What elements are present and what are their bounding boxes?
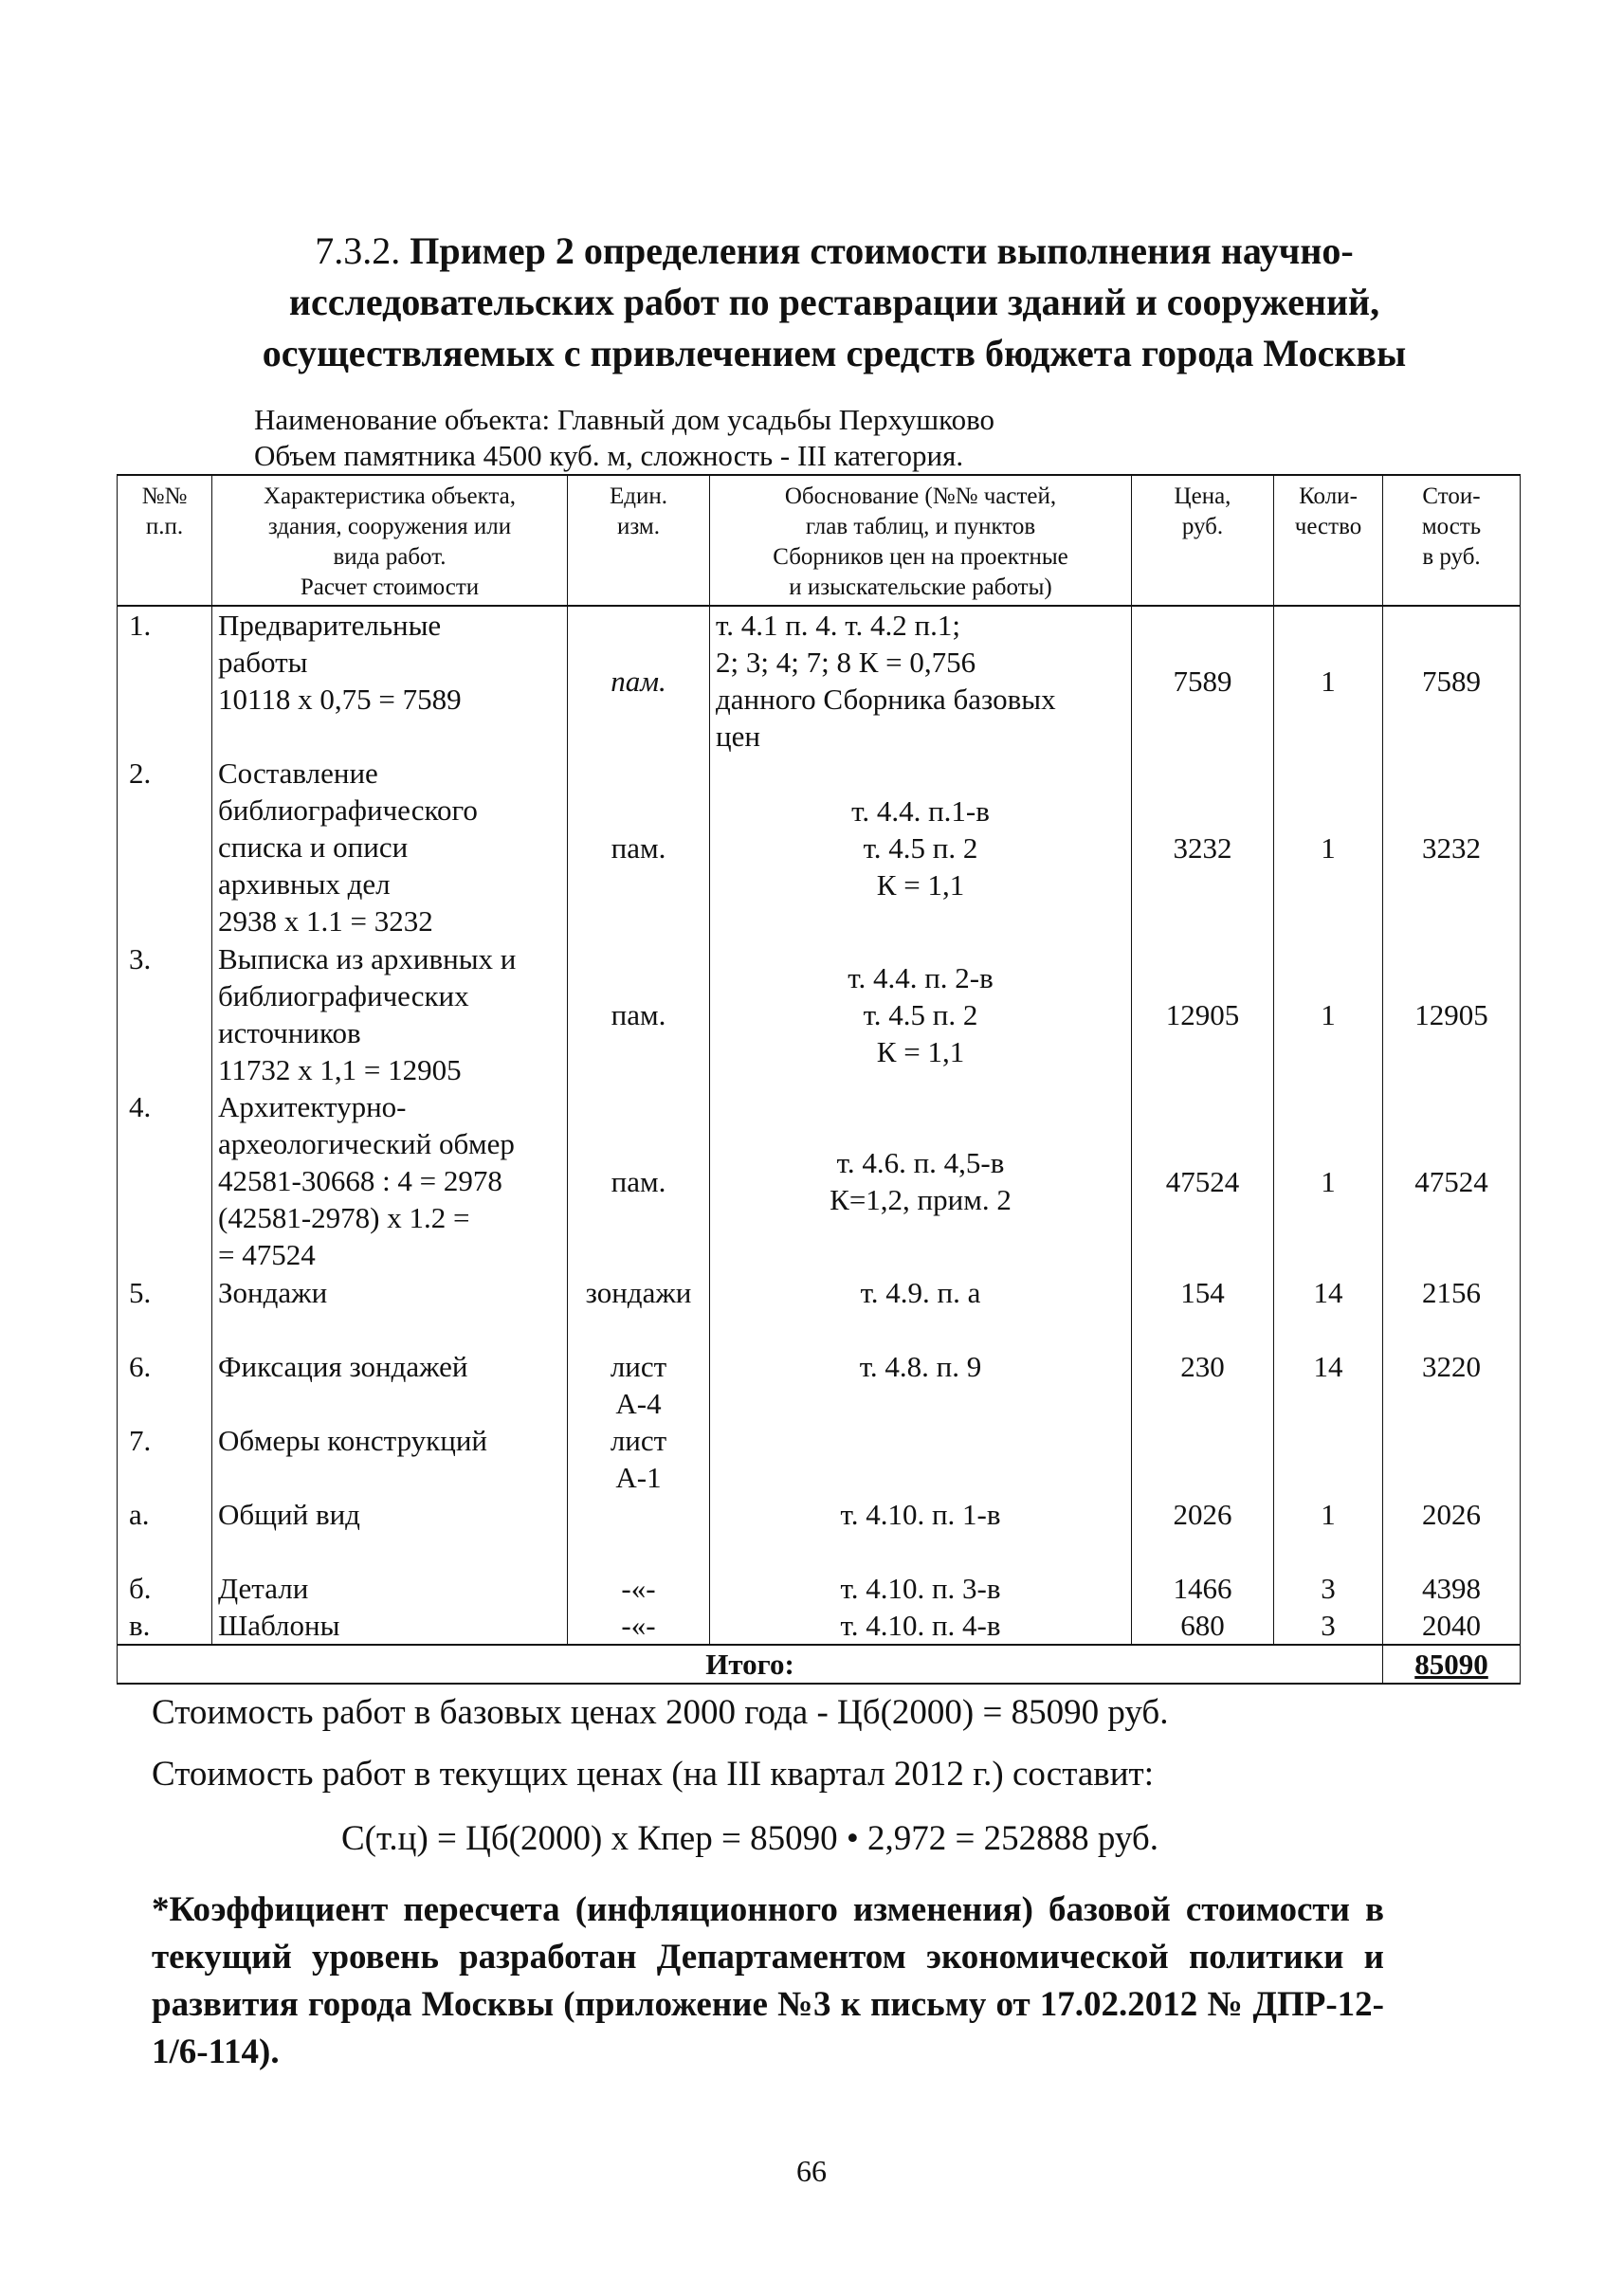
row-description: Общий вид [212,1496,568,1570]
table-row [118,1570,1521,1607]
object-volume: Объем памятника 4500 куб. м, сложность - III категория. [254,439,964,472]
cost-table [117,474,1521,1685]
row-number: 4. [118,1088,212,1274]
row-cost: 3220 [1383,1348,1521,1422]
header-quantity: Коли- чество [1274,475,1383,606]
row-price: 230 [1132,1348,1274,1422]
row-cost: 2156 [1383,1274,1521,1348]
row-description: Архитектурно- археологический обмер 42581-30668 : 4 = 2978 (42581-2978) х 1.2 = = 47524 [212,1088,568,1274]
row-quantity: 1 [1274,1496,1383,1570]
section-heading [142,226,1526,379]
header-cost: Стои- мость в руб. [1383,475,1521,606]
row-price [1132,1422,1274,1496]
page-number: 66 [796,2154,827,2188]
formula: С(т.ц) = Цб(2000) х Кпер = 85090 • 2,972 = 252888 руб. [341,1819,1159,1858]
row-description: Детали [212,1570,568,1607]
row-basis: т. 4.10. п. 3-в [710,1570,1132,1607]
row-number: а. [118,1496,212,1570]
row-unit [568,1496,710,1570]
header-description: Характеристика объекта, здания, сооружения или вида работ. Расчет стоимости [212,475,568,606]
row-unit: лист А-1 [568,1422,710,1496]
row-description: Фиксация зондажей [212,1348,568,1422]
row-basis: т. 4.4. п. 2-в т. 4.5 п. 2 К = 1,1 [710,940,1132,1088]
row-basis: т. 4.1 п. 4. т. 4.2 п.1; 2; 3; 4; 7; 8 К = 0,756 данного Сборника базовых цен [710,606,1132,755]
row-unit: -«- [568,1570,710,1607]
total-label: Итого: [118,1645,1383,1684]
table-row [118,940,1521,1088]
row-basis: т. 4.6. п. 4,5-в К=1,2, прим. 2 [710,1088,1132,1274]
row-number: 6. [118,1348,212,1422]
row-basis: т. 4.8. п. 9 [710,1348,1132,1422]
row-quantity: 1 [1274,755,1383,940]
base-cost-text: Стоимость работ в базовых ценах 2000 года - Цб(2000) = 85090 руб. [152,1693,1169,1732]
table-row [118,1274,1521,1348]
section-number: 7.3.2. [315,229,401,272]
row-basis: т. 4.4. п.1-в т. 4.5 п. 2 К = 1,1 [710,755,1132,940]
table-row [118,1496,1521,1570]
row-unit: -«- [568,1607,710,1645]
row-quantity [1274,1422,1383,1496]
row-description: Шаблоны [212,1607,568,1645]
row-quantity: 3 [1274,1570,1383,1607]
row-quantity: 3 [1274,1607,1383,1645]
row-price: 1466 [1132,1570,1274,1607]
row-basis: т. 4.10. п. 4-в [710,1607,1132,1645]
row-number: 2. [118,755,212,940]
total-value: 85090 [1383,1645,1521,1684]
row-cost: 7589 [1383,606,1521,755]
row-basis [710,1422,1132,1496]
table-header-row [118,475,1521,606]
row-description: Зондажи [212,1274,568,1348]
heading-line-3: осуществляемых с привлечением средств бюджета города Москвы [262,332,1407,374]
row-description: Обмеры конструкций [212,1422,568,1496]
row-price: 2026 [1132,1496,1274,1570]
header-unit: Един. изм. [568,475,710,606]
row-number: б. [118,1570,212,1607]
table-row [118,1348,1521,1422]
object-name: Наименование объекта: Главный дом усадьбы Перхушково [254,403,995,436]
row-quantity: 14 [1274,1274,1383,1348]
row-cost: 2040 [1383,1607,1521,1645]
row-description: Выписка из архивных и библиографических источников 11732 х 1,1 = 12905 [212,940,568,1088]
table-row [118,606,1521,755]
row-description: Составление библиографического списка и описи архивных дел 2938 х 1.1 = 3232 [212,755,568,940]
row-number: 3. [118,940,212,1088]
row-unit: пам. [568,755,710,940]
row-quantity: 14 [1274,1348,1383,1422]
current-cost-intro: Стоимость работ в текущих ценах (на III квартал 2012 г.) составит: [152,1755,1154,1794]
row-unit: пам. [568,606,710,755]
row-quantity: 1 [1274,1088,1383,1274]
row-price: 7589 [1132,606,1274,755]
coefficient-note: *Коэффициент пересчета (инфляционного изменения) базовой стоимости в текущий уровень разработан Департаментом экономической политики и развития города Москвы (приложение №3 к письму от 17.02.2012 № ДПР-12-1/6-114). [152,1890,1384,2071]
row-cost: 4398 [1383,1570,1521,1607]
row-number: 5. [118,1274,212,1348]
row-price: 680 [1132,1607,1274,1645]
heading-line-2: исследовательских работ по реставрации зданий и сооружений, [288,281,1380,323]
row-cost: 2026 [1383,1496,1521,1570]
row-unit: пам. [568,940,710,1088]
table-row [118,1607,1521,1645]
header-number: №№ п.п. [118,475,212,606]
row-number: 1. [118,606,212,755]
row-number: в. [118,1607,212,1645]
row-quantity: 1 [1274,940,1383,1088]
header-price: Цена, руб. [1132,475,1274,606]
row-price: 47524 [1132,1088,1274,1274]
table-row [118,1088,1521,1274]
row-basis: т. 4.9. п. а [710,1274,1132,1348]
row-price: 3232 [1132,755,1274,940]
heading-line-1: Пример 2 определения стоимости выполнения научно- [410,229,1354,272]
header-basis: Обоснование (№№ частей, глав таблиц, и пунктов Сборников цен на проектные и изыскательские работы) [710,475,1132,606]
row-basis: т. 4.10. п. 1-в [710,1496,1132,1570]
cost-table-wrapper [117,474,1520,1685]
row-quantity: 1 [1274,606,1383,755]
table-row [118,1422,1521,1496]
row-cost: 47524 [1383,1088,1521,1274]
row-cost [1383,1422,1521,1496]
row-unit: пам. [568,1088,710,1274]
table-row [118,755,1521,940]
row-cost: 3232 [1383,755,1521,940]
row-cost: 12905 [1383,940,1521,1088]
row-description: Предварительные работы 10118 х 0,75 = 7589 [212,606,568,755]
row-number: 7. [118,1422,212,1496]
table-total-row [118,1645,1521,1684]
row-unit: зондажи [568,1274,710,1348]
row-unit: лист А-4 [568,1348,710,1422]
row-price: 154 [1132,1274,1274,1348]
row-price: 12905 [1132,940,1274,1088]
